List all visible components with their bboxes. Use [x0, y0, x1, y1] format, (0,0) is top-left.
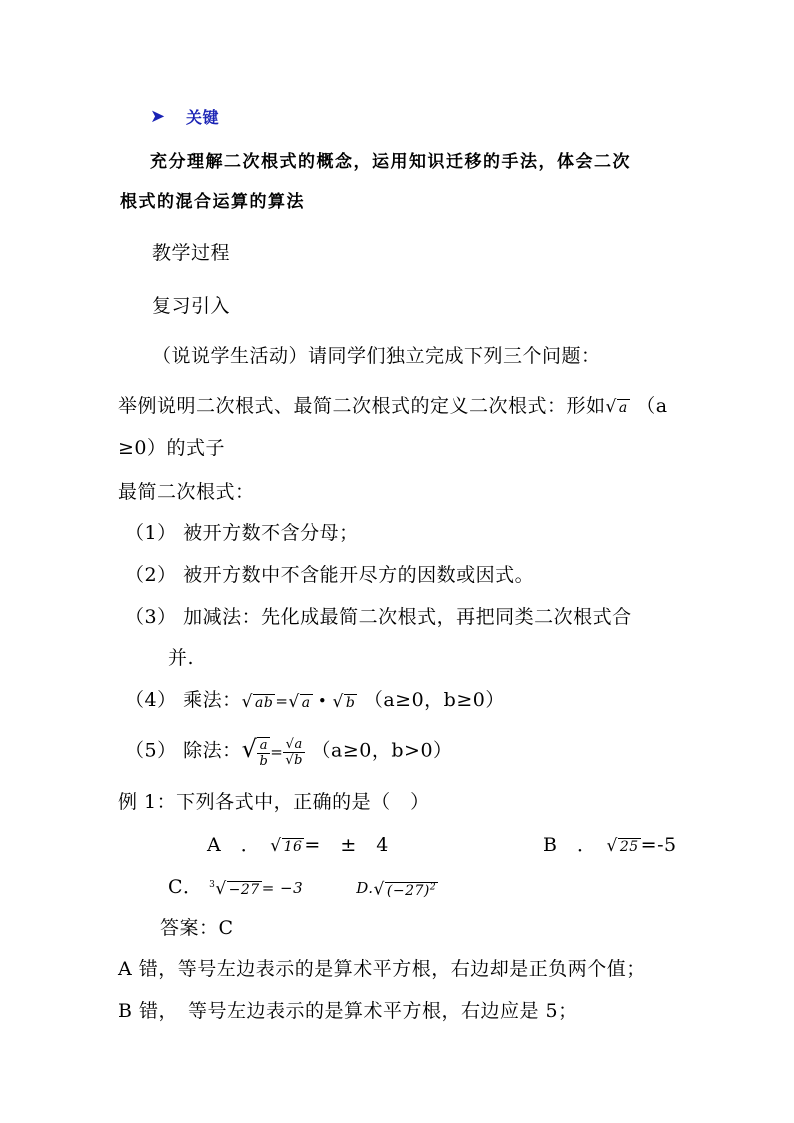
option-c-label: C．	[168, 876, 203, 898]
explanation-a: A 错，等号左边表示的是算术平方根，右边却是正负两个值；	[118, 958, 646, 980]
arrow-right-icon: ➤	[150, 106, 166, 127]
rule-number: （5）	[125, 739, 177, 762]
rule-number: （3）	[125, 606, 177, 628]
simplest-heading: 最简二次根式：	[118, 481, 255, 503]
sqrt-16: √ 16	[270, 835, 303, 856]
key-label: 关键	[186, 108, 220, 127]
rule-text: 被开方数不含分母；	[183, 522, 359, 544]
example-question: 例 1：下列各式中，正确的是（ ）	[118, 791, 430, 813]
option-c-formula: $^3$√ −27 = −3	[209, 878, 304, 899]
rule-text: 被开方数中不含能开尽方的因数或因式。	[183, 564, 535, 586]
rule-4	[125, 688, 505, 715]
option-d-label: D.	[356, 879, 374, 897]
option-b-value: =-5	[640, 834, 677, 856]
option-a	[207, 833, 389, 859]
option-b-label: B ．	[543, 834, 587, 856]
rule-2	[125, 563, 534, 587]
sqrt-25: √ 25	[606, 835, 639, 856]
rule-1	[125, 521, 359, 545]
rule-text: 乘法：	[183, 689, 242, 711]
sqrt-a: √ a	[605, 396, 628, 417]
option-d-formula: √ $(-27)^2$	[373, 879, 437, 900]
activity-intro: （说说学生活动）请同学们独立完成下列三个问题：	[152, 345, 601, 367]
rule-condition: （a≥0，b>0）	[311, 739, 453, 762]
division-formula: √ $\frac{a}{b}$ = $\frac{√a}{√b}$	[241, 735, 303, 769]
definition-line2: ≥0）的式子	[118, 437, 226, 459]
rule-text: 加减法：先化成最简二次根式，再把同类二次根式合	[183, 606, 632, 628]
review-heading: 复习引入	[152, 295, 231, 317]
option-c-d	[168, 873, 438, 903]
definition-text: 举例说明二次根式、最简二次根式的定义二次根式：形如	[118, 395, 606, 417]
explanation-b: B 错， 等号左边表示的是算术平方根，右边应是 5；	[118, 1000, 578, 1022]
key-text-line2: 根式的混合运算的算法	[120, 192, 305, 212]
option-a-value: = ± 4	[304, 834, 389, 856]
rule-text: 除法：	[183, 739, 242, 762]
process-heading: 教学过程	[152, 242, 231, 264]
multiplication-formula: √ ab =√ a • √ b	[241, 691, 356, 712]
rule-condition: （a≥0，b≥0）	[363, 689, 505, 711]
answer: 答案：C	[160, 917, 234, 939]
rule-number: （2）	[125, 564, 177, 586]
rule-number: （4）	[125, 689, 177, 711]
option-b	[543, 833, 677, 859]
definition-tail: （a	[636, 395, 668, 417]
option-a-label: A ．	[207, 834, 251, 856]
key-text-line1: 充分理解二次根式的概念，运用知识迁移的手法，体会二次	[150, 152, 631, 172]
rule-5	[125, 736, 453, 769]
rule-3-continuation: 并.	[168, 647, 195, 669]
rule-3	[125, 605, 632, 629]
rule-number: （1）	[125, 522, 177, 544]
definition-line1	[118, 394, 668, 420]
